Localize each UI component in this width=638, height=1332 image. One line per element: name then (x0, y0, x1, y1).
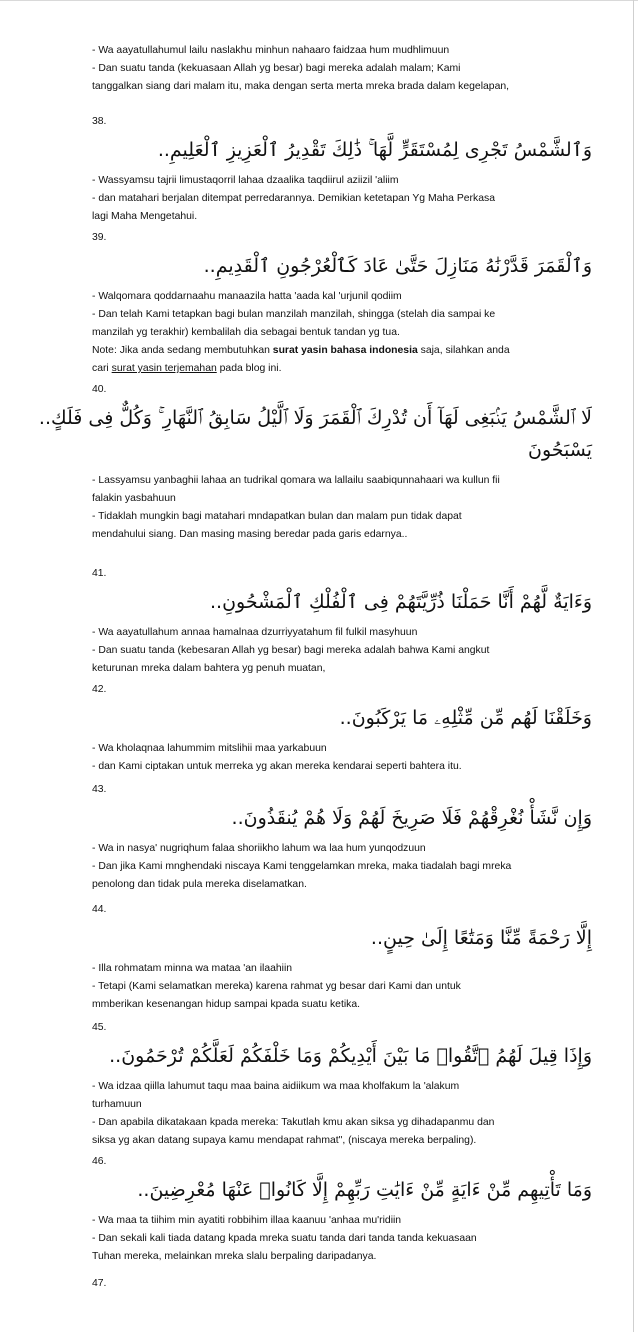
translation-line: - Dan sekali kali tiada datang kpada mreka suatu tanda dari tanda tanda kekuasaan (92, 1233, 477, 1244)
translation-line: Tuhan mereka, melainkan mreka slalu berpaling daripadanya. (92, 1251, 377, 1262)
arabic-text-continued: يَسْبَحُونَ (527, 439, 592, 461)
top-border (0, 0, 638, 1)
verse-number: 46. (92, 1156, 107, 1167)
note-text: pada blog ini. (216, 363, 282, 374)
verse-number: 39. (92, 232, 107, 243)
translation-line: siksa yg akan datang supaya kamu mendapat rahmat", (niscaya mereka berpaling). (92, 1135, 477, 1146)
verse-number: 40. (92, 384, 107, 395)
transliteration: - Walqomara qoddarnaahu manaazila hatta 'aada kal 'urjunil qodiim (92, 291, 402, 302)
verse-number: 42. (92, 684, 107, 695)
verse-45 (92, 1020, 592, 1150)
transliteration: - Illa rohmatam minna wa mataa 'an ilaahiin (92, 963, 293, 974)
note-keyword: surat yasin bahasa indonesia (272, 345, 418, 356)
note-line (92, 360, 592, 378)
intro-block (92, 42, 592, 96)
note-text: Note: Jika anda sedang membutuhkan (92, 345, 273, 356)
transliteration: falakin yasbahuun (92, 493, 176, 504)
verse-40 (38, 382, 592, 544)
transliteration: - Wa in nasya' nugriqhum falaa shoriikho lahum wa laa hum yunqodzuun (92, 843, 426, 854)
arabic-text: وَمَا تَأْتِيهِم مِّنْ ءَايَةٍ مِّنْ ءَايَٰتِ رَبِّهِمْ إِلَّا كَانُوا۟ عَنْهَا مُعْرِضِينَ.. (137, 1179, 592, 1201)
intro-line: tanggalkan siang dari malam itu, maka dengan serta merta mreka brada dalam kegelapan, (92, 81, 510, 92)
translation-line: - dan Kami ciptakan untuk merreka yg akan mereka kendarai seperti bahtera itu. (92, 761, 462, 772)
arabic-text: وَخَلَقْنَا لَهُم مِّن مِّثْلِهِۦ مَا يَرْكَبُونَ.. (339, 707, 592, 729)
arabic-text: إِلَّا رَحْمَةً مِّنَّا وَمَتَٰعًا إِلَىٰ حِينٍ.. (370, 927, 592, 949)
intro-line: - Dan suatu tanda (kekuasaan Allah yg besar) bagi mereka adalah malam; Kami (92, 63, 461, 74)
translation-line: - Dan suatu tanda (kebesaran Allah yg besar) bagi mereka adalah bahwa Kami angkut (92, 645, 490, 656)
translation-line: - Dan jika Kami mnghendaki niscaya Kami tenggelamkan mreka, maka tiadalah bagi mreka (92, 861, 512, 872)
transliteration: - Wa maa ta tiihim min ayatiti robbihim illaa kaanuu 'anhaa mu'ridiin (92, 1215, 402, 1226)
arabic-text: وَإِذَا قِيلَ لَهُمُ ٱتَّقُوا۟ مَا بَيْنَ أَيْدِيكُمْ وَمَا خَلْفَكُمْ لَعَلَّكُمْ تُرْحَمُونَ.. (109, 1045, 592, 1067)
right-margin-line (633, 0, 634, 1332)
verse-42 (92, 682, 592, 776)
transliteration: turhamuun (92, 1099, 142, 1110)
verse-number: 38. (92, 116, 107, 127)
note-text: cari (92, 363, 112, 374)
translation-line: - Dan apabila dikatakaan kpada mereka: Takutlah kmu akan siksa yg dihadapanmu dan (92, 1117, 495, 1128)
arabic-text: لَا ٱلشَّمْسُ يَنۢبَغِى لَهَآ أَن تُدْرِكَ ٱلْقَمَرَ وَلَا ٱلَّيْلُ سَابِقُ ٱلنَّهَارِ ۚ وَكُلٌّ فِى فَلَكٍ.. (38, 407, 592, 429)
transliteration: - Wa idzaa qiilla lahumut taqu maa baina aidiikum wa maa kholfakum la 'alakum (92, 1081, 460, 1092)
verse-number: 41. (92, 568, 107, 579)
translation-line: - Tidaklah mungkin bagi matahari mndapatkan bulan dan malam pun tidak dapat (92, 511, 462, 522)
note-line (92, 342, 592, 360)
arabic-text: وَإِن نَّشَأْ نُغْرِقْهُمْ فَلَا صَرِيخَ لَهُمْ وَلَا هُمْ يُنقَذُونَ.. (231, 807, 592, 829)
translation-line: keturunan mreka dalam bahtera yg penuh muatan, (92, 663, 326, 674)
transliteration: - Wa kholaqnaa lahummim mitslihii maa yarkabuun (92, 743, 327, 754)
translation-line: lagi Maha Mengetahui. (92, 211, 198, 222)
verse-43 (92, 782, 592, 894)
verse-41 (92, 566, 592, 678)
arabic-text: وَٱلشَّمْسُ تَجْرِى لِمُسْتَقَرٍّ لَّهَا ۚ ذَٰلِكَ تَقْدِيرُ ٱلْعَزِيزِ ٱلْعَلِيمِ.. (157, 139, 592, 161)
translation-line: - dan matahari berjalan ditempat perredarannya. Demikian ketetapan Yg Maha Perkasa (92, 193, 495, 204)
translation-line: - Dan telah Kami tetapkan bagi bulan manzilah manzilah, shingga (stelah dia sampai ke (92, 309, 496, 320)
transliteration: - Wassyamsu tajrii limustaqorril lahaa dzaalika taqdiirul aziizil 'aliim (92, 175, 399, 186)
verse-44 (92, 902, 592, 1014)
translation-line: manzilah yg terakhir) kembalilah dia sebagai bentuk tandan yg tua. (92, 327, 400, 338)
note-link[interactable]: surat yasin terjemahan (111, 363, 217, 374)
verse-38 (92, 114, 592, 226)
arabic-text: وَءَايَةٌ لَّهُمْ أَنَّا حَمَلْنَا ذُرِّيَّتَهُمْ فِى ٱلْفُلْكِ ٱلْمَشْحُونِ.. (209, 591, 592, 613)
translation-line: penolong dan tidak pula mereka diselamatkan. (92, 879, 307, 890)
transliteration: - Wa aayatullahum annaa hamalnaa dzurriyyatahum fil fulkil masyhuun (92, 627, 418, 638)
verse-number: 45. (92, 1022, 107, 1033)
note-text: saja, silahkan anda (417, 345, 510, 356)
arabic-text: وَٱلْقَمَرَ قَدَّرْنَٰهُ مَنَازِلَ حَتَّىٰ عَادَ كَٱلْعُرْجُونِ ٱلْقَدِيمِ.. (203, 255, 592, 277)
verse-47 (92, 1276, 592, 1292)
verse-46 (92, 1154, 592, 1266)
translation-line: mendahului siang. Dan masing masing beredar pada garis edarnya.. (92, 529, 408, 540)
verse-number: 44. (92, 904, 107, 915)
intro-line: - Wa aayatullahumul lailu naslakhu minhun nahaaro faidzaa hum mudhlimuun (92, 45, 450, 56)
verse-number: 43. (92, 784, 107, 795)
verse-39 (92, 230, 592, 378)
translation-line: - Tetapi (Kami selamatkan mereka) karena rahmat yg besar dari Kami dan untuk (92, 981, 461, 992)
verse-number: 47. (92, 1278, 107, 1289)
translation-line: mmberikan kesenangan hidup sampai kpada suatu ketika. (92, 999, 361, 1010)
transliteration: - Lassyamsu yanbaghii lahaa an tudrikal qomara wa lallailu saabiqunnahaari wa kullun fii (92, 475, 500, 486)
